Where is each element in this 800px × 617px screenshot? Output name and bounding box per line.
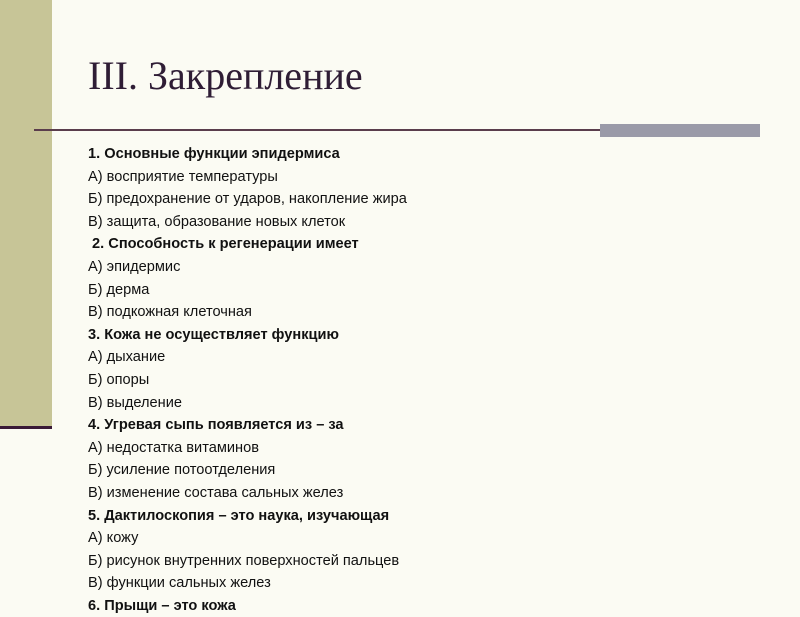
quiz-answer-option: А) недостатка витаминов [88,439,259,456]
slide-title: III. Закрепление [88,53,363,98]
quiz-answer-option: Б) рисунок внутренних поверхностей пальцев [88,552,400,569]
quiz-question: 2. Способность к регенерации имеет [88,236,359,253]
quiz-content [88,143,648,614]
divider-accent-block [600,124,760,137]
quiz-answer-option: Б) предохранение от ударов, накопление жира [88,191,407,208]
quiz-question: 6. Прыщи – это кожа [88,597,236,614]
quiz-answer-option: А) эпидермис [88,258,181,275]
quiz-answer-option: В) изменение состава сальных желез [88,484,344,501]
quiz-answer-option: Б) опоры [88,371,150,388]
left-band-accent-line [0,426,52,429]
quiz-answer-option: А) восприятие температуры [88,168,278,185]
quiz-answer-option: В) защита, образование новых клеток [88,213,346,230]
quiz-question: 3. Кожа не осуществляет функцию [88,326,339,343]
quiz-answer-option: В) подкожная клеточная [88,304,252,321]
quiz-answer-option: А) дыхание [88,349,166,366]
quiz-question: 5. Дактилоскопия – это наука, изучающая [88,507,390,524]
quiz-answer-option: В) функции сальных желез [88,575,271,592]
quiz-answer-option: В) выделение [88,394,182,411]
quiz-answer-option: Б) усиление потоотделения [88,462,276,479]
quiz-question: 4. Угревая сыпь появляется из – за [88,417,344,434]
quiz-question: 1. Основные функции эпидермиса [88,146,340,162]
quiz-answer-option: Б) дерма [88,281,150,298]
left-decorative-band [0,0,52,426]
quiz-answer-option: А) кожу [88,530,139,547]
title-divider [34,129,600,131]
